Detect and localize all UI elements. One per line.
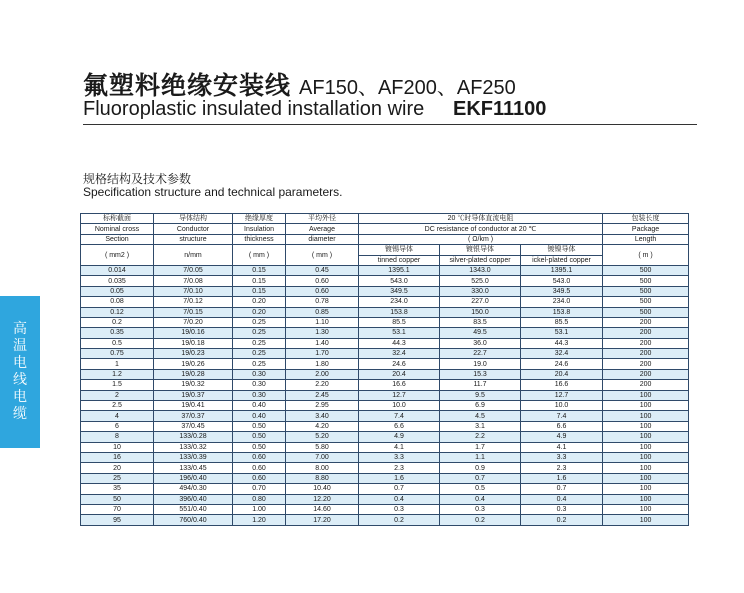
table-cell: 0.45 [286,265,359,275]
table-row [81,452,689,462]
table-cell: 36.0 [440,338,521,348]
table-cell: 0.5 [81,338,154,348]
table-cell: 500 [603,297,689,307]
page-title-en [83,98,697,125]
table-cell: 0.9 [440,463,521,473]
table-cell: 0.60 [233,452,286,462]
header-cell: diameter [286,234,359,244]
table-cell: 0.75 [81,349,154,359]
table-cell: 200 [603,380,689,390]
table-cell: 19.0 [440,359,521,369]
table-cell: 100 [603,432,689,442]
table-cell: 37/0.37 [154,411,233,421]
table-cell: 133/0.45 [154,463,233,473]
table-cell: 150.0 [440,307,521,317]
table-row [81,411,689,421]
table-cell: 1.80 [286,359,359,369]
table-cell: 14.60 [286,504,359,514]
table-cell: 0.30 [233,380,286,390]
table-cell: 525.0 [440,276,521,286]
table-cell: 0.4 [521,494,603,504]
table-cell: 44.3 [521,338,603,348]
table-cell: 234.0 [521,297,603,307]
table-cell: 20.4 [521,369,603,379]
table-cell: 7/0.20 [154,317,233,327]
table-cell: 8.80 [286,473,359,483]
header-cell: silver-plated copper [440,255,521,265]
table-cell: 15.3 [440,369,521,379]
table-row [81,432,689,442]
table-row [81,421,689,431]
table-cell: 2.3 [359,463,440,473]
table-row [81,463,689,473]
table-cell: 0.60 [286,286,359,296]
table-cell: 0.014 [81,265,154,275]
table-cell: 6.9 [440,401,521,411]
table-cell: 85.5 [359,317,440,327]
header-cell: Package [603,224,689,234]
table-cell: 1343.0 [440,265,521,275]
table-cell: 16 [81,452,154,462]
table-row [81,286,689,296]
table-cell: 7/0.15 [154,307,233,317]
table-cell: 24.6 [521,359,603,369]
header-cell: Average [286,224,359,234]
table-cell: 0.50 [233,442,286,452]
table-cell: 100 [603,484,689,494]
table-cell: 349.5 [521,286,603,296]
table-cell: 7.4 [521,411,603,421]
table-cell: 100 [603,463,689,473]
table-cell: 0.78 [286,297,359,307]
table-cell: 19/0.37 [154,390,233,400]
table-cell: 200 [603,349,689,359]
table-cell: 153.8 [359,307,440,317]
table-cell: 11.7 [440,380,521,390]
table-cell: 200 [603,338,689,348]
table-cell: 0.15 [233,286,286,296]
table-cell: 100 [603,515,689,525]
product-code: EKF11100 [453,98,547,120]
table-cell: 9.5 [440,390,521,400]
side-tab-char: 高 [13,321,27,337]
table-row [81,515,689,525]
table-cell: 3.3 [359,452,440,462]
table-cell: 70 [81,504,154,514]
table-cell: 19/0.32 [154,380,233,390]
spec-heading-en: Specification structure and technical parameters. [83,185,343,199]
table-cell: 0.3 [440,504,521,514]
table-cell: 1.00 [233,504,286,514]
table-row [81,307,689,317]
table-row [81,504,689,514]
table-cell: 0.60 [233,473,286,483]
table-cell: 7/0.08 [154,276,233,286]
table-cell: 0.25 [233,328,286,338]
table-cell: 5.20 [286,432,359,442]
table-row [81,297,689,307]
table-cell: 10.40 [286,484,359,494]
header-cell: structure [154,234,233,244]
table-cell: 551/0.40 [154,504,233,514]
table-cell: 494/0.30 [154,484,233,494]
header-cell: 包装长度 [603,214,689,224]
table-cell: 2.00 [286,369,359,379]
header-cell: ( Ω/km ) [359,234,603,244]
table-row [81,369,689,379]
table-row [81,328,689,338]
header-cell: Conductor [154,224,233,234]
table-cell: 0.50 [233,432,286,442]
header-cell: 镀银导体 [440,245,521,255]
table-cell: 7.4 [359,411,440,421]
table-row [81,401,689,411]
table-cell: 1.6 [521,473,603,483]
table-cell: 2.5 [81,401,154,411]
table-cell: 0.2 [81,317,154,327]
table-cell: 24.6 [359,359,440,369]
table-cell: 19/0.16 [154,328,233,338]
header-cell: Length [603,234,689,244]
table-cell: 1.40 [286,338,359,348]
table-cell: 0.25 [233,349,286,359]
table-cell: 0.40 [233,411,286,421]
table-cell: 2.45 [286,390,359,400]
table-cell: 0.80 [233,494,286,504]
title-models: AF150、AF200、AF250 [299,77,516,99]
table-cell: 200 [603,359,689,369]
header-cell: ( mm2 ) [81,245,154,266]
table-cell: 35 [81,484,154,494]
table-cell: 200 [603,317,689,327]
table-row [81,473,689,483]
side-tab-char: 电 [13,355,27,371]
table-cell: 0.4 [359,494,440,504]
table-cell: 50 [81,494,154,504]
table-cell: 1.70 [286,349,359,359]
table-cell: 0.7 [359,484,440,494]
header-cell: Nominal cross [81,224,154,234]
header-cell: 20 ℃时导体直流电阻 [359,214,603,224]
table-cell: 4.1 [521,442,603,452]
table-cell: 0.60 [233,463,286,473]
table-cell: 37/0.45 [154,421,233,431]
table-cell: 3.3 [521,452,603,462]
table-cell: 6.6 [521,421,603,431]
table-cell: 1.5 [81,380,154,390]
side-tab-char: 线 [13,372,27,388]
table-cell: 0.70 [233,484,286,494]
table-cell: 196/0.40 [154,473,233,483]
table-cell: 0.7 [440,473,521,483]
spec-heading-cn: 规格结构及技术参数 [83,172,192,186]
table-cell: 1.2 [81,369,154,379]
side-tab-char: 电 [13,389,27,405]
table-cell: 19/0.41 [154,401,233,411]
table-cell: 4 [81,411,154,421]
table-cell: 100 [603,494,689,504]
table-cell: 0.20 [233,297,286,307]
table-cell: 25 [81,473,154,483]
side-tab-char: 温 [13,338,27,354]
table-cell: 100 [603,401,689,411]
table-header-row [81,224,689,234]
table-cell: 17.20 [286,515,359,525]
page-title-cn [83,66,516,100]
header-cell: tinned copper [359,255,440,265]
table-cell: 0.30 [233,390,286,400]
table-cell: 0.25 [233,317,286,327]
table-cell: 2.95 [286,401,359,411]
table-cell: 0.2 [521,515,603,525]
table-cell: 0.12 [81,307,154,317]
table-cell: 7.00 [286,452,359,462]
table-cell: 49.5 [440,328,521,338]
side-tab-char: 缆 [13,406,27,422]
spec-table [80,213,689,526]
table-row [81,442,689,452]
table-cell: 83.5 [440,317,521,327]
table-cell: 32.4 [521,349,603,359]
table-cell: 44.3 [359,338,440,348]
table-cell: 100 [603,473,689,483]
table-cell: 2.3 [521,463,603,473]
table-cell: 5.80 [286,442,359,452]
table-cell: 2.20 [286,380,359,390]
table-row [81,317,689,327]
table-cell: 0.35 [81,328,154,338]
table-cell: 0.08 [81,297,154,307]
table-cell: 3.40 [286,411,359,421]
table-cell: 8 [81,432,154,442]
table-cell: 12.7 [521,390,603,400]
table-cell: 12.20 [286,494,359,504]
table-cell: 10 [81,442,154,452]
table-cell: 100 [603,411,689,421]
table-row [81,380,689,390]
table-cell: 133/0.28 [154,432,233,442]
table-cell: 1.20 [233,515,286,525]
header-cell: thickness [233,234,286,244]
table-cell: 1.10 [286,317,359,327]
table-row [81,265,689,275]
table-cell: 16.6 [521,380,603,390]
table-row [81,484,689,494]
table-row [81,390,689,400]
table-cell: 234.0 [359,297,440,307]
table-cell: 0.25 [233,359,286,369]
table-cell: 20.4 [359,369,440,379]
table-row [81,494,689,504]
table-row [81,338,689,348]
table-cell: 4.1 [359,442,440,452]
header-cell: DC resistance of conductor at 20 ℃ [359,224,603,234]
table-cell: 32.4 [359,349,440,359]
table-cell: 20 [81,463,154,473]
table-cell: 0.05 [81,286,154,296]
table-cell: 0.85 [286,307,359,317]
table-cell: 85.5 [521,317,603,327]
table-cell: 1.6 [359,473,440,483]
table-cell: 19/0.18 [154,338,233,348]
table-header-row [81,234,689,244]
table-cell: 133/0.39 [154,452,233,462]
table-cell: 0.60 [286,276,359,286]
table-cell: 100 [603,452,689,462]
header-cell: 导体结构 [154,214,233,224]
table-cell: 16.6 [359,380,440,390]
table-cell: 0.3 [359,504,440,514]
table-cell: 7/0.05 [154,265,233,275]
table-cell: 153.8 [521,307,603,317]
header-cell: Insulation [233,224,286,234]
table-cell: 0.2 [359,515,440,525]
table-cell: 2 [81,390,154,400]
table-cell: 500 [603,265,689,275]
table-cell: 500 [603,276,689,286]
table-cell: 227.0 [440,297,521,307]
table-cell: 500 [603,286,689,296]
table-cell: 10.0 [521,401,603,411]
header-cell: 标称截面 [81,214,154,224]
header-cell: 镀锡导体 [359,245,440,255]
header-cell: n/mm [154,245,233,266]
side-category-tab [0,296,40,448]
table-cell: 4.20 [286,421,359,431]
table-cell: 19/0.23 [154,349,233,359]
table-cell: 1395.1 [521,265,603,275]
table-cell: 0.15 [233,265,286,275]
table-cell: 500 [603,307,689,317]
table-cell: 1.1 [440,452,521,462]
table-cell: 19/0.28 [154,369,233,379]
table-cell: 1.30 [286,328,359,338]
table-cell: 8.00 [286,463,359,473]
table-row [81,276,689,286]
table-cell: 7/0.10 [154,286,233,296]
table-cell: 100 [603,442,689,452]
table-cell: 0.4 [440,494,521,504]
table-cell: 200 [603,328,689,338]
table-cell: 100 [603,421,689,431]
table-cell: 100 [603,390,689,400]
table-cell: 349.5 [359,286,440,296]
table-cell: 0.7 [521,484,603,494]
table-cell: 0.2 [440,515,521,525]
table-cell: 22.7 [440,349,521,359]
table-cell: 0.30 [233,369,286,379]
table-cell: 2.2 [440,432,521,442]
table-cell: 133/0.32 [154,442,233,452]
table-cell: 760/0.40 [154,515,233,525]
table-cell: 53.1 [521,328,603,338]
table-row [81,359,689,369]
table-header-row [81,214,689,224]
table-cell: 1.7 [440,442,521,452]
table-cell: 12.7 [359,390,440,400]
table-cell: 0.035 [81,276,154,286]
table-cell: 3.1 [440,421,521,431]
table-cell: 7/0.12 [154,297,233,307]
header-cell: 绝缘厚度 [233,214,286,224]
table-cell: 19/0.26 [154,359,233,369]
table-cell: 1395.1 [359,265,440,275]
table-cell: 4.9 [521,432,603,442]
header-cell: Section [81,234,154,244]
header-cell: ( mm ) [286,245,359,266]
header-cell: 镀镍导体 [521,245,603,255]
table-row [81,349,689,359]
table-cell: 200 [603,369,689,379]
table-cell: 4.9 [359,432,440,442]
header-cell: 平均外径 [286,214,359,224]
header-cell: ( m ) [603,245,689,266]
table-cell: 6 [81,421,154,431]
table-cell: 0.15 [233,276,286,286]
table-cell: 1 [81,359,154,369]
table-cell: 0.50 [233,421,286,431]
table-cell: 543.0 [521,276,603,286]
table-cell: 53.1 [359,328,440,338]
header-cell: ickel-plated copper [521,255,603,265]
table-cell: 0.40 [233,401,286,411]
table-cell: 6.6 [359,421,440,431]
title-english: Fluoroplastic insulated installation wire [83,98,425,120]
table-cell: 10.0 [359,401,440,411]
table-cell: 100 [603,504,689,514]
table-cell: 0.25 [233,338,286,348]
table-cell: 396/0.40 [154,494,233,504]
header-cell: ( mm ) [233,245,286,266]
table-cell: 543.0 [359,276,440,286]
table-cell: 330.0 [440,286,521,296]
table-cell: 0.5 [440,484,521,494]
table-cell: 0.20 [233,307,286,317]
table-cell: 95 [81,515,154,525]
table-header-row [81,245,689,255]
table-cell: 4.5 [440,411,521,421]
title-chinese: 氟塑料绝缘安装线 [83,71,292,100]
table-cell: 0.3 [521,504,603,514]
